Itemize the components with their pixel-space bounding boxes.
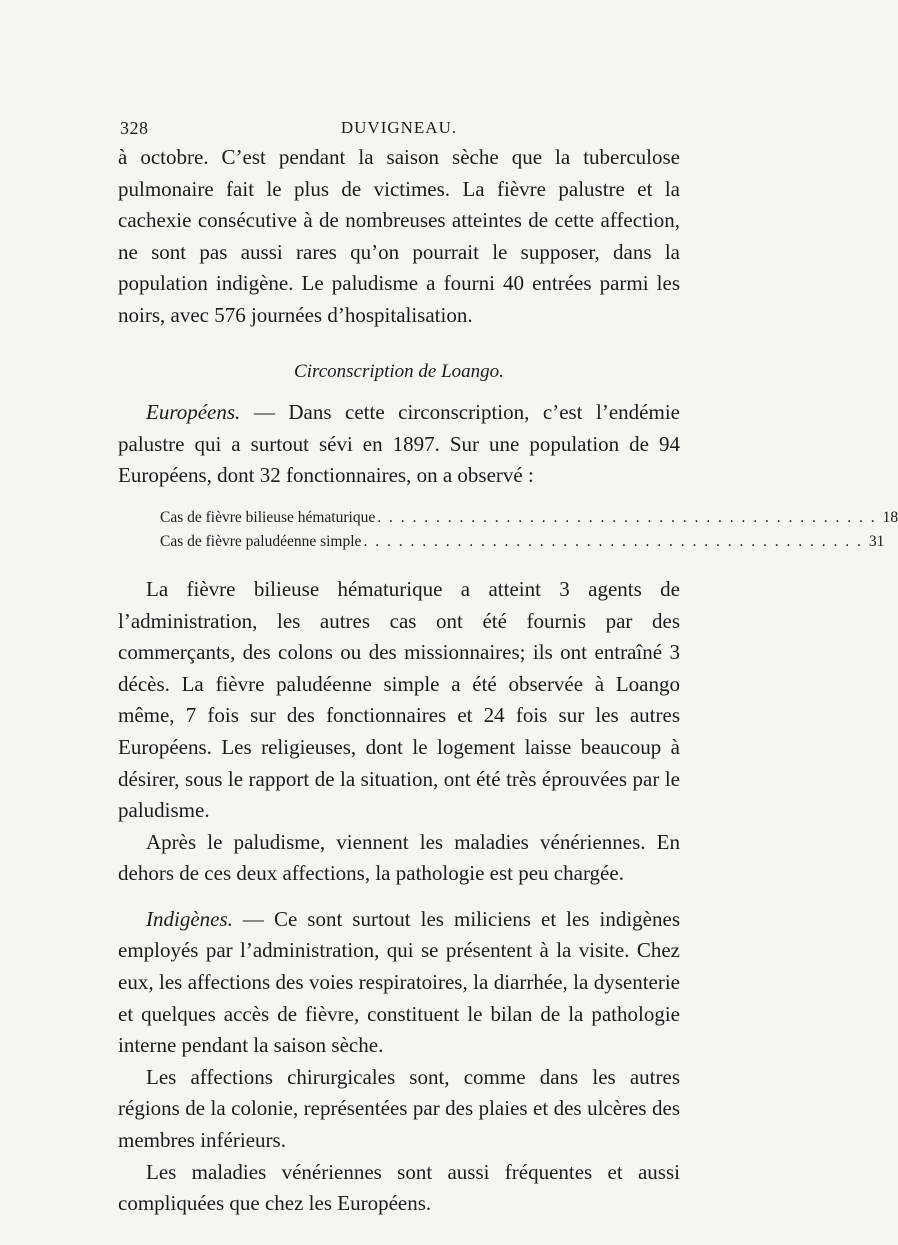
book-page: [118, 112, 898, 1220]
paragraph-veneriennes: Les maladies vénériennes sont aussi fréquentes et aussi compliquées que chez les Européens.: [118, 1159, 680, 1216]
page-body: [118, 142, 898, 1220]
page-number: 328: [120, 118, 149, 138]
dot-leader: . . . . . . . . . . . . . . . . . . . . . . . . . . . . . . . . . . . . . . . . . . .: [363, 532, 863, 550]
page-header: [118, 112, 680, 142]
tally-label: Cas de fièvre bilieuse hématurique: [160, 508, 376, 526]
section-heading: Circonscription de Loango.: [294, 360, 504, 382]
tally-row: [160, 530, 885, 554]
case-tally: [118, 506, 898, 554]
tally-label: Cas de fièvre paludéenne simple: [160, 532, 362, 550]
paragraph-bilieuse: La fièvre bilieuse hématurique a atteint 3 agents de l’administration, les autres cas ont été fournis par des commerçants, des colons ou des missionnaires; ils ont entraîné 3 décès. La fièvre paludéenne simple a été observée à Loango même, 7 fois sur des fonctionnaires et 24 fois sur les autres Européens. Les religieuses, dont le logement laisse beaucoup à désirer, sous le rapport de la situation, ont été très éprouvées par le paludisme.: [118, 576, 680, 823]
tally-value: 31: [868, 532, 885, 550]
europeens-label: Européens.: [146, 400, 241, 425]
paragraph-gap: [118, 890, 680, 904]
paragraph-apres-paludisme: Après le paludisme, viennent les maladies vénériennes. En dehors de ces deux affections, la pathologie est peu chargée.: [118, 829, 680, 886]
indigenes-label: Indigènes.: [146, 906, 233, 931]
indigenes-text: — Ce sont surtout les miliciens et les indigènes employés par l’administration, qui se présentent à la visite. Chez eux, les affections des voies respiratoires, la diarrhée, la dysenterie et quelques accès de fièvre, constituent le bilan de la pathologie interne pendant la saison sèche.: [118, 906, 680, 1058]
paragraph-chirurgicales: Les affections chirurgicales sont, comme dans les autres régions de la colonie, représentées par des plaies et des ulcères des membres inférieurs.: [118, 1064, 680, 1153]
paragraph-tuberculose: à octobre. C’est pendant la saison sèche que la tuberculose pulmonaire fait le plus de victimes. La fièvre palustre et la cachexie consécutive à de nombreuses atteintes de cette affection, ne sont pas aussi rares qu’on pourrait le supposer, dans la population indigène. Le paludisme a fourni 40 entrées parmi les noirs, avec 576 journées d’hospitalisation.: [118, 145, 680, 327]
europeens-text: — Dans cette circonscription, c’est l’endémie palustre qui a surtout sévi en 1897. Sur une population de 94 Européens, dont 32 fonctionnaires, on a observé :: [118, 400, 680, 488]
tally-row: [160, 506, 898, 530]
running-head: DUVIGNEAU.: [340, 118, 458, 137]
paragraph-indigenes: [118, 904, 680, 1062]
dot-leader: . . . . . . . . . . . . . . . . . . . . . . . . . . . . . . . . . . . . . . . . . . .: [377, 508, 877, 526]
tally-value: 18: [882, 508, 898, 526]
paragraph-europeens: [118, 397, 680, 492]
